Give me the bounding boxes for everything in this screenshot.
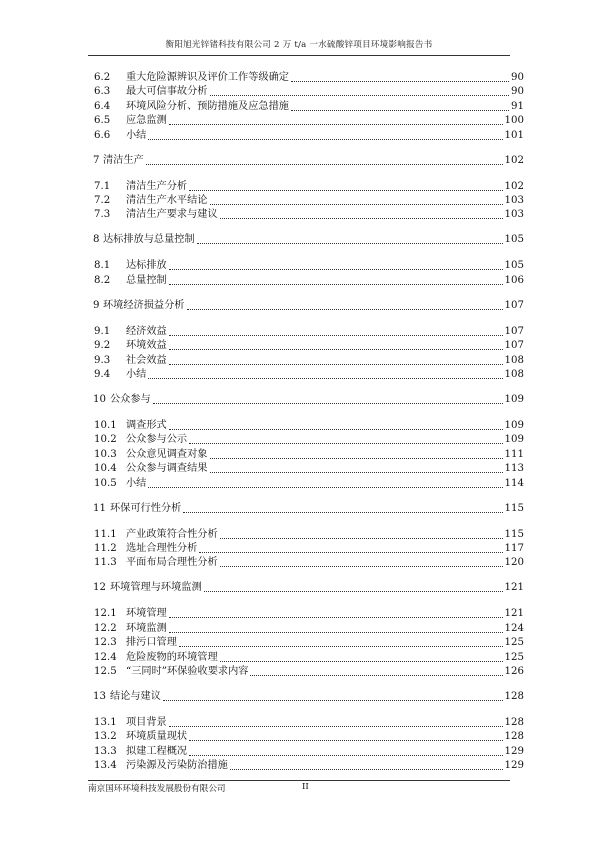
toc-entry-page: 121 xyxy=(504,582,524,594)
toc-dot-leader xyxy=(210,458,503,459)
toc-entry-number: 11.3 xyxy=(94,557,117,569)
toc-entry-number: 12.2 xyxy=(94,622,117,634)
toc-entry-page: 108 xyxy=(504,369,524,380)
toc-section-entry[interactable] xyxy=(88,353,524,367)
toc-section-entry[interactable] xyxy=(88,193,524,207)
toc-entry-number: 6.3 xyxy=(94,86,111,98)
toc-entry-page: 129 xyxy=(504,760,524,772)
toc-section-entry[interactable] xyxy=(88,128,524,142)
toc-entry-page: 90 xyxy=(511,72,524,83)
toc-entry-page: 105 xyxy=(504,260,524,272)
toc-dot-leader xyxy=(148,139,502,140)
toc-dot-leader xyxy=(220,566,503,567)
toc-entry-number: 13.4 xyxy=(94,760,117,772)
toc-dot-leader xyxy=(250,675,502,676)
footer-page-number: II xyxy=(302,782,309,792)
toc-section-entry[interactable] xyxy=(88,447,524,461)
toc-entry-number: 12.1 xyxy=(94,608,117,620)
toc-dot-leader xyxy=(169,124,503,125)
toc-entry-title: 公众参与 xyxy=(110,394,151,405)
toc-entry-number: 8.1 xyxy=(94,260,111,272)
toc-entry-number: 6.4 xyxy=(94,100,111,112)
toc-entry-page: 102 xyxy=(504,154,524,166)
toc-dot-leader xyxy=(220,661,503,662)
toc-dot-leader xyxy=(169,335,503,336)
toc-chapter-entry[interactable] xyxy=(88,392,524,406)
toc-entry-number: 11 xyxy=(93,502,106,514)
toc-entry-page: 113 xyxy=(504,463,524,475)
toc-entry-page: 109 xyxy=(504,420,524,431)
toc-section-entry[interactable] xyxy=(88,70,524,84)
toc-entry-page: 107 xyxy=(504,299,524,311)
toc-entry-number: 7 xyxy=(93,154,100,166)
toc-section-entry[interactable] xyxy=(88,324,524,338)
toc-entry-number: 10.5 xyxy=(94,477,117,489)
toc-chapter-entry[interactable] xyxy=(88,689,524,703)
toc-entry-page: 106 xyxy=(504,274,524,286)
toc-entry-title: 污染源及污染防治措施 xyxy=(126,760,228,772)
toc-entry-number: 9 xyxy=(93,299,100,311)
toc-section-entry[interactable] xyxy=(88,113,524,127)
toc-entry-title: 小结 xyxy=(126,477,147,489)
toc-section-entry[interactable] xyxy=(88,258,524,272)
toc-dot-leader xyxy=(291,81,509,82)
toc-dot-leader xyxy=(148,487,502,488)
toc-entry-number: 13.2 xyxy=(94,731,117,743)
toc-entry-title: 达标排放 xyxy=(126,260,167,272)
toc-entry-number: 6.2 xyxy=(94,72,111,83)
toc-entry-title: 环境效益 xyxy=(126,340,167,352)
toc-entry-title: 小结 xyxy=(126,369,147,380)
toc-entry-page: 128 xyxy=(504,731,524,743)
toc-entry-number: 13 xyxy=(93,691,106,702)
toc-section-entry[interactable] xyxy=(88,650,524,664)
toc-entry-page: 102 xyxy=(504,180,524,192)
toc-dot-leader xyxy=(169,617,503,618)
toc-entry-title: 最大可信事故分析 xyxy=(126,86,208,98)
toc-dot-leader xyxy=(146,164,503,165)
toc-section-entry[interactable] xyxy=(88,461,524,475)
toc-dot-leader xyxy=(204,591,503,592)
toc-entry-number: 6.6 xyxy=(94,129,111,141)
toc-entry-page: 114 xyxy=(504,477,524,489)
toc-section-entry[interactable] xyxy=(88,621,524,635)
toc-entry-number: 13.3 xyxy=(94,745,117,757)
toc-entry-title: 环境监测 xyxy=(126,622,167,634)
toc-entry-page: 103 xyxy=(504,209,524,221)
toc-dot-leader xyxy=(220,218,503,219)
toc-section-entry[interactable] xyxy=(88,84,524,98)
toc-entry-title: “三同时”环保验收要求内容 xyxy=(126,666,249,677)
toc-dot-leader xyxy=(169,284,503,285)
toc-entry-page: 91 xyxy=(511,100,524,112)
toc-section-entry[interactable] xyxy=(88,338,524,352)
toc-dot-leader xyxy=(179,646,503,647)
toc-dot-leader xyxy=(187,309,503,310)
toc-entry-title: 清洁生产要求与建议 xyxy=(126,209,218,221)
toc-section-entry[interactable] xyxy=(88,367,524,381)
toc-entry-page: 125 xyxy=(504,651,524,663)
toc-dot-leader xyxy=(210,472,503,473)
toc-dot-leader xyxy=(210,95,510,96)
toc-dot-leader xyxy=(230,769,503,770)
toc-entry-title: 环保可行性分析 xyxy=(110,502,182,514)
toc-entry-title: 产业政策符合性分析 xyxy=(126,528,218,540)
toc-section-entry[interactable] xyxy=(88,207,524,221)
toc-entry-page: 105 xyxy=(504,234,524,246)
toc-entry-page: 117 xyxy=(504,543,524,554)
toc-section-entry[interactable] xyxy=(88,541,524,555)
toc-entry-number: 12 xyxy=(93,582,106,594)
toc-entry-title: 环境质量现状 xyxy=(126,731,188,743)
toc-dot-leader xyxy=(189,755,502,756)
toc-entry-number: 10 xyxy=(93,394,106,405)
toc-section-entry[interactable] xyxy=(88,555,524,569)
toc-entry-title: 社会效益 xyxy=(126,354,167,366)
toc-section-entry[interactable] xyxy=(88,432,524,446)
toc-section-entry[interactable] xyxy=(88,606,524,620)
toc-section-entry[interactable] xyxy=(88,179,524,193)
toc-section-entry[interactable] xyxy=(88,664,524,678)
toc-section-entry[interactable] xyxy=(88,476,524,490)
toc-entry-number: 7.3 xyxy=(94,209,111,221)
toc-dot-leader xyxy=(169,349,503,350)
header-divider xyxy=(88,55,510,56)
toc-entry-number: 6.5 xyxy=(94,115,111,127)
toc-entry-number: 12.4 xyxy=(94,651,117,663)
toc-section-entry[interactable] xyxy=(88,758,524,772)
toc-dot-leader xyxy=(183,512,502,513)
toc-entry-number: 11.2 xyxy=(94,543,117,554)
toc-entry-page: 107 xyxy=(504,325,524,337)
toc-entry-page: 101 xyxy=(504,129,524,141)
toc-entry-number: 9.3 xyxy=(94,354,111,366)
toc-entry-page: 103 xyxy=(504,195,524,206)
toc-dot-leader xyxy=(169,269,503,270)
toc-entry-title: 小结 xyxy=(126,129,147,141)
toc-section-entry[interactable] xyxy=(88,273,524,287)
toc-entry-number: 13.1 xyxy=(94,717,117,728)
toc-entry-page: 124 xyxy=(504,622,524,634)
toc-entry-number: 10.4 xyxy=(94,463,117,475)
toc-entry-title: 调查形式 xyxy=(126,420,167,431)
toc-section-entry[interactable] xyxy=(88,635,524,649)
toc-entry-title: 危险废物的环境管理 xyxy=(126,651,218,663)
toc-entry-page: 111 xyxy=(504,448,524,460)
toc-dot-leader xyxy=(153,403,503,404)
toc-entry-title: 环境风险分析、预防措施及应急措施 xyxy=(126,100,289,112)
toc-dot-leader xyxy=(210,204,503,205)
toc-section-entry[interactable] xyxy=(88,715,524,729)
toc-section-entry[interactable] xyxy=(88,729,524,743)
toc-section-entry[interactable] xyxy=(88,418,524,432)
toc-entry-title: 清洁生产水平结论 xyxy=(126,195,208,206)
toc-section-entry[interactable] xyxy=(88,744,524,758)
toc-chapter-entry[interactable] xyxy=(88,298,524,312)
toc-entry-title: 清洁生产分析 xyxy=(126,180,188,192)
toc-entry-page: 108 xyxy=(504,354,524,366)
toc-entry-title: 清洁生产 xyxy=(103,154,144,166)
toc-dot-leader xyxy=(189,740,502,741)
toc-entry-number: 9.1 xyxy=(94,325,111,337)
toc-dot-leader xyxy=(163,700,503,701)
toc-entry-number: 10.2 xyxy=(94,434,117,446)
toc-entry-page: 129 xyxy=(504,745,524,757)
toc-dot-leader xyxy=(291,110,509,111)
toc-entry-title: 排污口管理 xyxy=(126,637,177,649)
toc-entry-title: 应急监测 xyxy=(126,115,167,127)
toc-chapter-entry[interactable] xyxy=(88,153,524,167)
toc-entry-title: 重大危险源辨识及评价工作等级确定 xyxy=(126,72,289,83)
toc-entry-title: 公众参与调查结果 xyxy=(126,463,208,475)
toc-entry-number: 9.4 xyxy=(94,369,111,380)
toc-entry-page: 121 xyxy=(504,608,524,620)
toc-entry-title: 选址合理性分析 xyxy=(126,543,198,554)
toc-entry-title: 结论与建议 xyxy=(110,691,161,702)
toc-entry-number: 8.2 xyxy=(94,274,111,286)
toc-entry-page: 107 xyxy=(504,340,524,352)
toc-dot-leader xyxy=(169,632,503,633)
toc-entry-page: 115 xyxy=(504,528,524,540)
toc-dot-leader xyxy=(220,538,503,539)
toc-dot-leader xyxy=(189,443,502,444)
toc-chapter-entry[interactable] xyxy=(88,232,524,246)
toc-entry-number: 10.1 xyxy=(94,420,117,431)
toc-section-entry[interactable] xyxy=(88,99,524,113)
toc-dot-leader xyxy=(169,429,503,430)
toc-entry-title: 平面布局合理性分析 xyxy=(126,557,218,569)
toc-entry-title: 项目背景 xyxy=(126,717,167,728)
toc-dot-leader xyxy=(189,190,502,191)
toc-entry-title: 拟建工程概况 xyxy=(126,745,188,757)
toc-dot-leader xyxy=(169,364,503,365)
footer-company: 南京国环环境科技发展股份有限公司 xyxy=(88,784,226,794)
toc-entry-page: 126 xyxy=(504,666,524,677)
toc-entry-page: 90 xyxy=(511,86,524,98)
toc-entry-page: 109 xyxy=(504,394,524,405)
toc-entry-title: 公众意见调查对象 xyxy=(126,448,208,460)
toc-entry-title: 达标排放与总量控制 xyxy=(103,234,195,246)
toc-entry-title: 公众参与公示 xyxy=(126,434,188,446)
page-header: 衡阳旭光锌锗科技有限公司 2 万 t/a 一水硫酸锌项目环境影响报告书 xyxy=(165,40,433,50)
toc-entry-title: 环境管理 xyxy=(126,608,167,620)
toc-dot-leader xyxy=(169,726,503,727)
toc-entry-number: 8 xyxy=(93,234,100,246)
toc-entry-page: 120 xyxy=(504,557,524,569)
toc-chapter-entry[interactable] xyxy=(88,501,524,515)
toc-entry-page: 109 xyxy=(504,434,524,446)
toc-dot-leader xyxy=(197,243,503,244)
toc-entry-number: 7.1 xyxy=(94,180,111,192)
toc-entry-title: 环境管理与环境监测 xyxy=(110,582,202,594)
toc-chapter-entry[interactable] xyxy=(88,580,524,594)
toc-entry-number: 11.1 xyxy=(94,528,117,540)
toc-entry-number: 12.3 xyxy=(94,637,117,649)
toc-entry-number: 12.5 xyxy=(94,666,117,677)
toc-entry-number: 9.2 xyxy=(94,340,111,352)
toc-entry-page: 125 xyxy=(504,637,524,649)
toc-dot-leader xyxy=(199,552,502,553)
toc-entry-page: 100 xyxy=(504,115,524,127)
toc-entry-title: 环境经济损益分析 xyxy=(103,299,185,311)
toc-entry-page: 115 xyxy=(504,502,524,514)
toc-entry-number: 7.2 xyxy=(94,195,111,206)
toc-entry-page: 128 xyxy=(504,691,524,702)
toc-section-entry[interactable] xyxy=(88,527,524,541)
toc-entry-page: 128 xyxy=(504,717,524,728)
toc-entry-title: 经济效益 xyxy=(126,325,167,337)
toc-entry-title: 总量控制 xyxy=(126,274,167,286)
toc-entry-number: 10.3 xyxy=(94,448,117,460)
toc-dot-leader xyxy=(148,378,502,379)
footer-divider xyxy=(88,780,510,781)
